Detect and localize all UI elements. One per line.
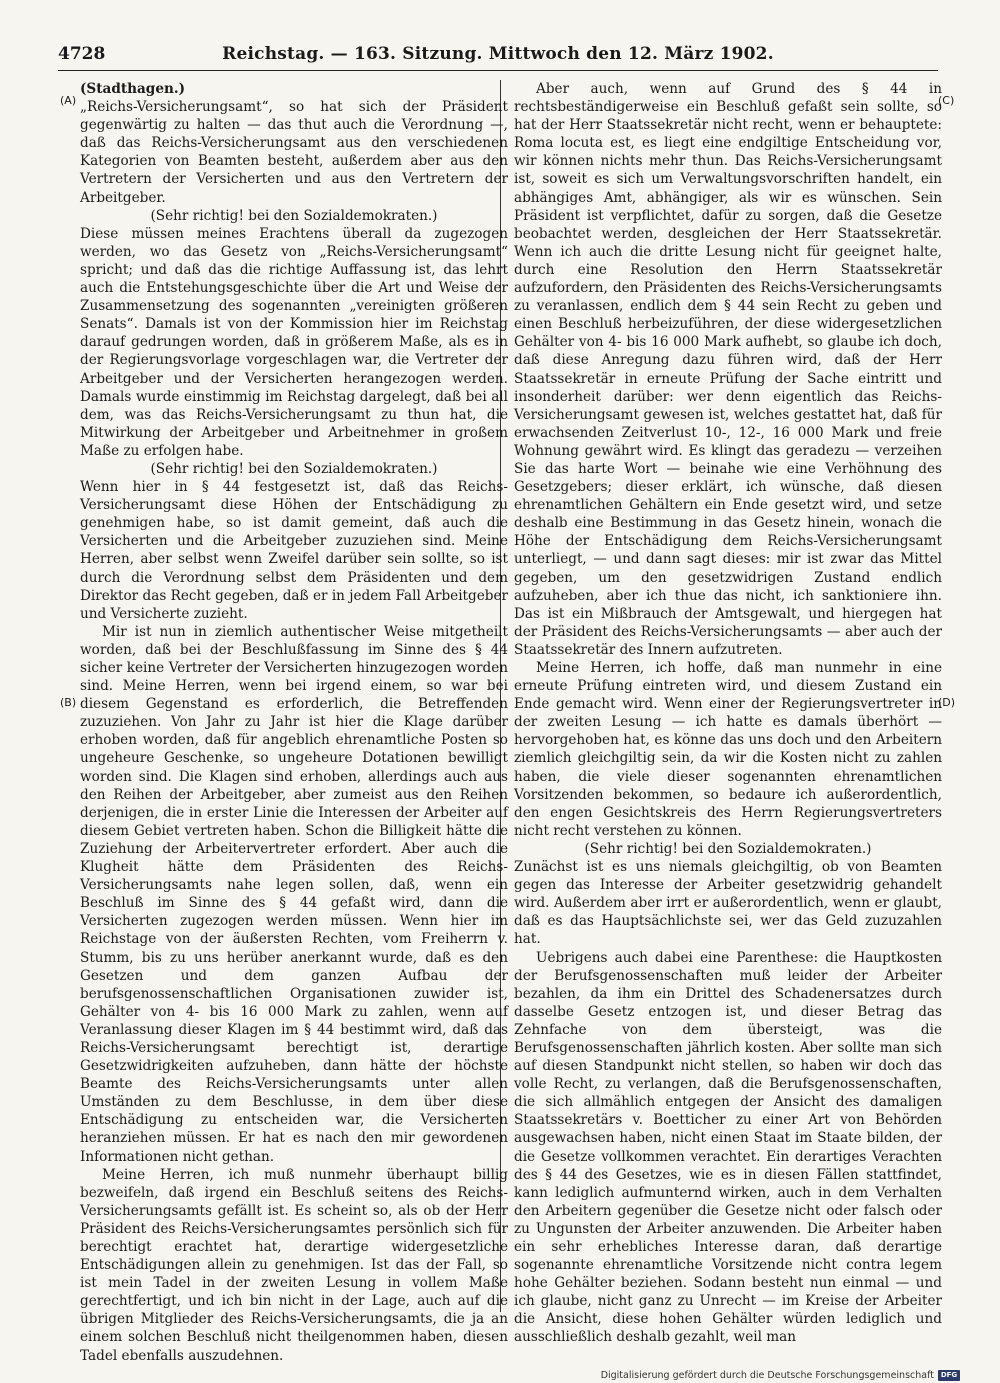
funding-credit: Digitalisierung gefördert durch die Deutsche Forschungsgemeinschaft [600, 1369, 934, 1381]
interjection: (Sehr richtig! bei den Sozialdemokraten.) [150, 460, 438, 477]
paragraph: Wenn hier in § 44 festgesetzt ist, daß das Reichs-Versicherungsamt diese Höhen der Entschädigung zu genehmigen habe, so ist damit gemeint, daß auch die Versicherten und die Arbeitgeber zuzuziehen sind. Meine Herren, aber selbst wenn Zweifel darüber sein sollte, so ist durch die Verordnung selbst dem Präsidenten und dem Direktor das Recht gegeben, daß er in jedem Fall Arbeitgeber und Versicherte zuzieht. [80, 479, 508, 622]
paragraph: Uebrigens auch dabei eine Parenthese: die Hauptkosten der Berufsgenossenschaften muß leider der Arbeiter bezahlen, da ihm ein Drittel des Schadenersatzes durch dasselbe Gesetz entzogen ist, und dieser Betrag das Zehnfache von dem übersteigt, was die Berufsgenossenschaften jährlich kosten. Aber sollte man sich auf diesen Standpunkt nicht stellen, so haben wir doch das volle Recht, zu verlangen, daß die Berufsgenossenschaften, die sich allmählich entgegen der Ansicht des damaligen Staatssekretärs v. Boetticher zu einer Art von Behörden ausgewachsen haben, nicht einen Staat im Staate bilden, der die Gesetze vollkommen verachtet. Ein derartiges Verachten des § 44 des Gesetzes, wie es in diesen Fällen stattfindet, kann lediglich aufmunternd wirken, auch in dem Verhalten den Arbeitern gegenüber die Gesetze nicht oder falsch oder zu Ungunsten der Arbeiter anzuwenden. Die Arbeiter haben ein sehr erhebliches Interesse daran, daß derartige sogenannte ehrenamtliche Vorsitzende nicht contra legem hohe Gehälter beziehen. Sodann besteht nun einmal — und ich glaube, nicht ganz zu Unrecht — im Kreise der Arbeiter die Ansicht, diese hohen Gehälter würden lediglich und ausschließlich deshalb gezahlt, weil man [514, 949, 942, 1346]
paragraph: Meine Herren, ich hoffe, daß man nunmehr in eine erneute Prüfung eintreten wird, und diesem Zustand ein Ende gemacht wird. Wenn einer der Regierungsvertreter in der zweiten Lesung — ich hatte es damals überhört — hervorgehoben hat, es könne das uns doch und den Arbeitern ziemlich gleichgiltig sein, da wir die Kosten nicht zu zahlen haben, die viele dieser sogenannten ehrenamtlichen Vorsitzenden bekommen, so bedaure ich außerordentlich, den engen Gesichtskreis des Herrn Regierungsvertreters nicht recht verstehen zu können. [514, 660, 942, 839]
paragraph: Meine Herren, ich muß nunmehr überhaupt billig bezweifeln, daß irgend ein Beschluß seitens des Reichs-Versicherungsamts gefällt ist. Es scheint so, als ob der Herr Präsident des Reichs-Versicherungsamtes persönlich sich für berechtigt erachtet hat, derartige widergesetzliche Entschädigungen allein zu genehmigen. Ist das der Fall, so ist mein Tadel in der zweiten Lesung in vollem Maße gerechtfertigt, und ich bin nicht in der Lage, auch auf die übrigen Mitglieder des Reichs-Versicherungsamts, die ja an einem solchen Beschluß nicht theilgenommen haben, diesen Tadel ebenfalls auszudehnen. [80, 1166, 508, 1364]
page-number: 4728 [58, 44, 106, 64]
interjection: (Sehr richtig! bei den Sozialdemokraten.) [584, 840, 872, 857]
running-title: Reichstag. — 163. Sitzung. Mittwoch den 12. März 1902. [222, 44, 774, 64]
digitization-footer [601, 1368, 960, 1382]
interjection: (Sehr richtig! bei den Sozialdemokraten.) [150, 207, 438, 224]
dfg-logo-icon: DFG [938, 1370, 960, 1381]
left-column [80, 80, 508, 1365]
page-header [58, 44, 938, 71]
margin-marker-d: (D) [938, 696, 956, 709]
paragraph: Aber auch, wenn auf Grund des § 44 in rechtsbeständigerweise ein Beschluß gefaßt sein sollte, so hat der Herr Staatssekretär nicht recht, wenn er behauptete: Roma locuta est, es liegt eine endgiltige Entscheidung vor, wir können nichts mehr thun. Das Reichs-Versicherungsamt ist, soweit es sich um Verwaltungsvorschriften handelt, ein abhängiges Amt, abhängiger, als wir es wünschen. Sein Präsident ist verpflichtet, dafür zu sorgen, daß die Gesetze beobachtet werden, desgleichen der Herr Staatssekretär. Wenn ich auch die dritte Lesung nicht für geeignet halte, durch eine Resolution den Herrn Staatssekretär aufzufordern, den Präsidenten des Reichs-Versicherungsamts zu veranlassen, endlich dem § 44 sein Recht zu geben und einen Beschluß herbeizuführen, der diese widergesetzlichen Gehälter von 4- bis 16 000 Mark aufhebt, so glaube ich doch, daß diese Anregung dazu führen wird, daß der Herr Staatssekretär in erneute Prüfung der Sache eintritt und insonderheit darüber: wer denn eigentlich das Reichs-Versicherungsamt gewesen ist, welches gestattet hat, daß für erwachsenden Zeitverlust 10-, 12-, 16 000 Mark und freie Wohnung gewährt wird. Es klingt das geradezu — verzeihen Sie das harte Wort — beinahe wie eine Verhöhnung des Gesetzgebers; dieser erklärt, ich wünsche, daß diesen ehrenamtlichen Gehältern ein Ende gesetzt wird, und setze deshalb eine Bestimmung in das Gesetz hinein, wonach die Höhe der Entschädigung dem Reichs-Versicherungsamt unterliegt, — und dann sagt dieses: mir ist zwar das Mittel gegeben, um den gesetzwidrigen Zustand endlich aufzuheben, aber ich thue das nicht, ich sanktioniere ihn. Das ist ein Mißbrauch der Amtsgewalt, und hiergegen hat der Präsident des Reichs-Versicherungsamts — aber auch der Staatssekretär des Innern aufzutreten. [514, 81, 942, 658]
paragraph: „Reichs-Versicherungsamt“, so hat sich der Präsident gegenwärtig zu halten — das thut auch die Verordnung —, daß das Reichs-Versicherungsamt aus den verschiedenen Kategorien von Beamten besteht, außerdem aber aus den Vertretern der Versicherten und aus den Vertretern der Arbeitgeber. [80, 99, 508, 206]
margin-marker-a: (A) [60, 94, 77, 107]
speaker-name: (Stadthagen.) [80, 81, 186, 97]
margin-marker-c: (C) [938, 94, 955, 107]
paragraph: Mir ist nun in ziemlich authentischer Weise mitgetheilt worden, daß bei der Beschlußfassung im Sinne des § 44 sicher keine Vertreter der Versicherten hinzugezogen worden sind. Meine Herren, wenn bei irgend einem, so war bei diesem Gegenstand es erforderlich, die Betreffenden zuzuziehen. Von Jahr zu Jahr ist hier die Klage darüber erhoben worden, daß für angeblich ehrenamtliche Posten so ungeheure Geschenke, so ungeheure Dotationen bewilligt worden sind. Die Klagen sind erhoben, allerdings auch aus den Reihen der Arbeitgeber, aber zumeist aus den Reihen derjenigen, die in erster Linie die Interessen der Arbeiter auf diesem Gebiet vertreten haben. Schon die Billigkeit hätte die Zuziehung der Arbeitervertreter erfordert. Aber auch die Klugheit hätte dem Präsidenten des Reichs-Versicherungsamts nahe legen sollen, daß, wenn ein Beschluß im Sinne des § 44 gefaßt wird, dann die Versicherten zugezogen werden müssen. Wenn hier im Reichstage von der äußersten Rechten, vom Freiherrn v. Stumm, bis zu uns herüber anerkannt wurde, daß es den Gesetzen und dem ganzen Aufbau der berufsgenossenschaftlichen Organisationen zuwider ist, Gehälter von 4- bis 16 000 Mark zu zahlen, wenn auf Veranlassung dieser Klagen im § 44 bestimmt wird, daß das Reichs-Versicherungsamt berechtigt ist, derartige Gesetzwidrigkeiten aufzuheben, dann hätte der höchste Beamte des Reichs-Versicherungsamts unter allen Umständen zu dem Beschlusse, in dem über diese Entschädigung zu entscheiden war, die Versicherten heranziehen müssen. Er hat es nach den mir gewordenen Informationen nicht gethan. [80, 623, 508, 1165]
right-column [514, 80, 942, 1347]
paragraph: Diese müssen meines Erachtens überall da zugezogen werden, wo das Gesetz von „Reichs-Versicherungsamt“ spricht; und daß das die richtige Auffassung ist, das lehrt auch die Entstehungsgeschichte über die Art und Weise der Zusammensetzung des sogenannten „vereinigten größeren Senats“. Damals ist von der Kommission hier im Reichstag darauf gedrungen worden, daß in größerem Maße, als es in der Regierungsvorlage vorgeschlagen war, die Vertreter der Arbeitgeber und der Versicherten herangezogen werden. Damals wurde einstimmig im Reichstag dargelegt, daß bei all dem, was das Reichs-Versicherungsamt zu thun hat, die Mitwirkung der Arbeitgeber und Arbeitnehmer in großem Maße zu erfolgen habe. [80, 225, 508, 459]
paragraph: Zunächst ist es uns niemals gleichgiltig, ob von Beamten gegen das Interesse der Arbeiter gesetzwidrig gehandelt wird. Außerdem aber irrt er außerordentlich, wenn er glaubt, daß es das Hauptsächlichste sei, wer das Geld zuzuzahlen hat. [514, 859, 942, 948]
margin-marker-b: (B) [60, 696, 77, 709]
